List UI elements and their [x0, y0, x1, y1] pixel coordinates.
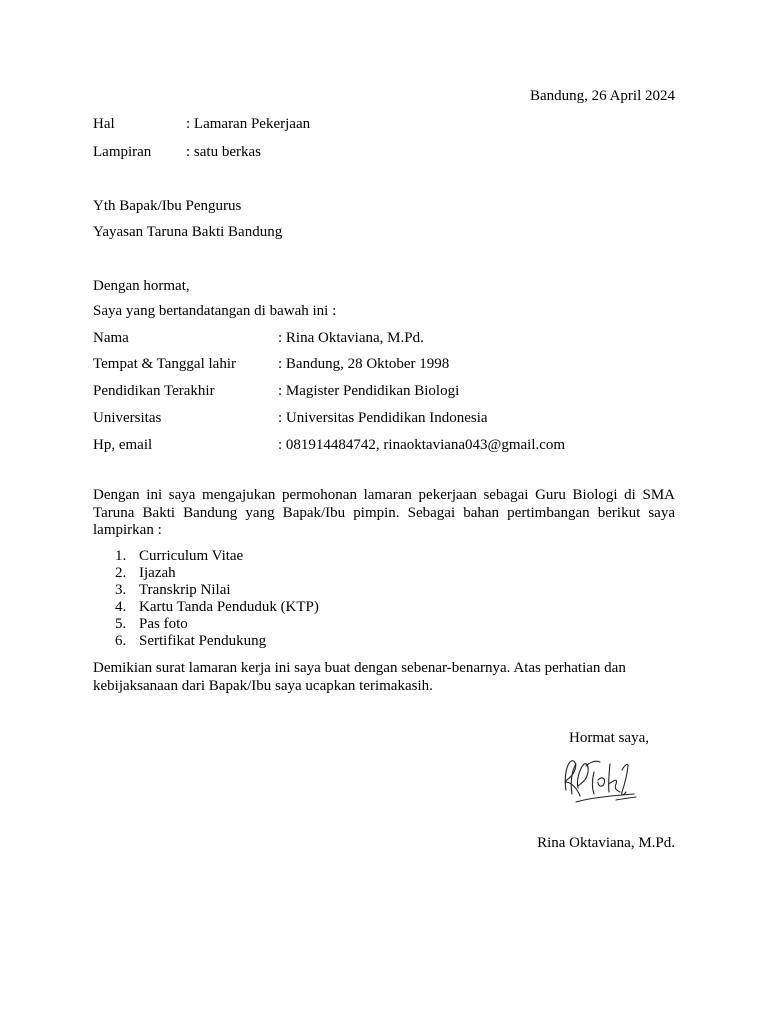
- list-text: Ijazah: [139, 565, 176, 581]
- attachment-value: : satu berkas: [186, 144, 261, 160]
- list-text: Sertifikat Pendukung: [139, 633, 267, 649]
- list-number: 3.: [115, 582, 127, 598]
- list-number: 2.: [115, 565, 127, 581]
- detail-value-university: : Universitas Pendidikan Indonesia: [278, 410, 488, 426]
- detail-label-education: Pendidikan Terakhir: [93, 383, 215, 399]
- signer-name: Rina Oktaviana, M.Pd.: [537, 835, 675, 851]
- place-date: Bandung, 26 April 2024: [530, 88, 675, 104]
- list-text: Curriculum Vitae: [139, 548, 244, 564]
- recipient-line-2: Yayasan Taruna Bakti Bandung: [93, 224, 283, 240]
- recipient-line-1: Yth Bapak/Ibu Pengurus: [93, 198, 242, 214]
- closing-paragraph: Demikian surat lamaran kerja ini saya buat dengan sebenar-benarnya. Atas perhatian dan kebijaksanaan dari Bapak/Ibu saya ucapkan terimakasih.: [93, 660, 626, 694]
- subject-value: : Lamaran Pekerjaan: [186, 116, 311, 132]
- detail-label-name: Nama: [93, 330, 129, 346]
- list-text: Kartu Tanda Penduduk (KTP): [139, 599, 319, 615]
- greeting: Dengan hormat,: [93, 278, 190, 294]
- attachment-label: Lampiran: [93, 144, 152, 160]
- body-paragraph: Dengan ini saya mengajukan permohonan lamaran pekerjaan sebagai Guru Biologi di SMA Taruna Bakti Bandung yang Bapak/Ibu pimpin. Sebagai bahan pertimbangan berikut saya lampirkan :: [93, 487, 675, 538]
- list-number: 1.: [115, 548, 127, 564]
- list-number: 6.: [115, 633, 127, 649]
- list-text: Transkrip Nilai: [139, 582, 231, 598]
- detail-label-birth: Tempat & Tanggal lahir: [93, 356, 236, 372]
- list-number: 4.: [115, 599, 127, 615]
- detail-value-contact: : 081914484742, rinaoktaviana043@gmail.com: [278, 437, 566, 453]
- detail-label-contact: Hp, email: [93, 437, 153, 453]
- intro-line: Saya yang bertandatangan di bawah ini :: [93, 303, 337, 319]
- detail-label-university: Universitas: [93, 410, 162, 426]
- signature-image: [556, 752, 642, 812]
- list-text: Pas foto: [139, 616, 188, 632]
- detail-value-birth: : Bandung, 28 Oktober 1998: [278, 356, 450, 372]
- detail-value-education: : Magister Pendidikan Biologi: [278, 383, 460, 399]
- subject-label: Hal: [93, 116, 115, 132]
- detail-value-name: : Rina Oktaviana, M.Pd.: [278, 330, 424, 346]
- sign-off: Hormat saya,: [569, 730, 649, 746]
- list-number: 5.: [115, 616, 127, 632]
